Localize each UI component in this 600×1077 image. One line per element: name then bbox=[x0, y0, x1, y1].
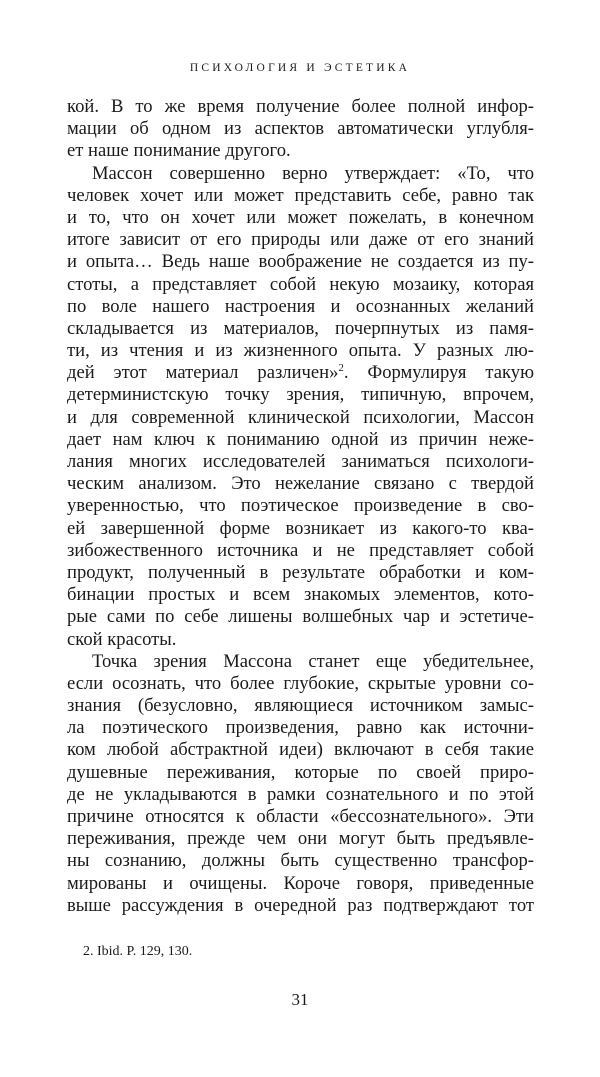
text-line: ти, из чтения и из жизненного опыта. У разных лю- bbox=[67, 340, 534, 362]
text-line: ской красоты. bbox=[67, 628, 177, 650]
text-line: стоты, а представляет собой некую мозаику, которая bbox=[67, 273, 534, 295]
text-line: знания (безусловно, являющиеся источником замыс- bbox=[67, 695, 534, 717]
text-line: и опыта… Ведь наше воображение не создается из пу- bbox=[67, 251, 534, 273]
page-number: 31 bbox=[291, 990, 309, 1009]
text-line: ческим анализом. Это нежелание связано с твердой bbox=[67, 473, 534, 495]
text-line: Массон совершенно верно утверждает: «То, что bbox=[92, 162, 534, 184]
text-line: человек хочет или может представить себе, равно так bbox=[67, 184, 534, 206]
paragraph bbox=[67, 651, 534, 917]
text-line: бинации простых и всем знакомых элементов, кото- bbox=[67, 584, 534, 606]
footnote: 2. Ibid. P. 129, 130. bbox=[83, 944, 193, 959]
text-line: складывается из материалов, почерпнутых из памя- bbox=[67, 317, 534, 339]
text-line: переживания, прежде чем они могут быть предъявле- bbox=[67, 828, 534, 850]
text-line: ком любой абстрактной идеи) включают в себя такие bbox=[67, 739, 534, 761]
text-line: причине относятся к области «бессознательного». Эти bbox=[67, 806, 534, 827]
paragraph bbox=[67, 163, 534, 651]
text-segment: . Формулируя такую bbox=[343, 362, 534, 384]
text-line: детерминистскую точку зрения, типичную, впрочем, bbox=[67, 384, 534, 406]
paragraph bbox=[67, 96, 534, 163]
text-line: и для современной клинической психологии, Массон bbox=[67, 406, 534, 428]
text-line: Точка зрения Массона станет еще убедительнее, bbox=[92, 650, 534, 672]
text-line: мации об одном из аспектов автоматически углубля- bbox=[67, 118, 534, 140]
text-line: ны сознанию, должны быть существенно трансфор- bbox=[67, 850, 534, 872]
text-line: по воле нашего настроения и осознанных желаний bbox=[67, 295, 534, 317]
text-line: и то, что он хочет или может пожелать, в конечном bbox=[67, 206, 534, 228]
text-line: продукт, полученный в результате обработки и ком- bbox=[67, 561, 534, 583]
text-line: итоге зависит от его природы или даже от его знаний bbox=[67, 229, 534, 251]
text-line: выше рассуждения в очередной раз подтверждают тот bbox=[67, 894, 534, 916]
running-header: ПСИХОЛОГИЯ И ЭСТЕТИКА bbox=[189, 62, 411, 74]
text-line: ла поэтического произведения, равно как источни- bbox=[67, 717, 534, 739]
text-line: зибожественного источника и не представляет собой bbox=[67, 539, 534, 561]
text-line: дает нам ключ к пониманию одной из причин неже- bbox=[67, 428, 534, 450]
text-line bbox=[67, 362, 534, 384]
text-line: ет наше понимание другого. bbox=[67, 140, 291, 162]
text-line: душевные переживания, которые по своей приро- bbox=[67, 761, 534, 783]
text-line: уверенностью, что поэтическое произведение в сво- bbox=[67, 495, 534, 517]
text-line: лания многих исследователей заниматься психологи- bbox=[67, 451, 534, 472]
text-line: если осознать, что более глубокие, скрытые уровни со- bbox=[67, 672, 534, 694]
text-segment: дей этот материал различен» bbox=[67, 362, 339, 384]
text-line: де не укладываются в рамки сознательного и по этой bbox=[67, 783, 534, 805]
text-line: рые сами по себе лишены волшебных чар и эстетиче- bbox=[67, 606, 534, 628]
footnote-reference[interactable]: 2 bbox=[338, 362, 344, 375]
text-line: ей завершенной форме возникает из какого-то ква- bbox=[67, 517, 534, 539]
body-text bbox=[67, 96, 534, 917]
text-line: мированы и очищены. Короче говоря, приведенные bbox=[67, 872, 534, 894]
text-line: кой. В то же время получение более полной инфор- bbox=[67, 96, 534, 117]
